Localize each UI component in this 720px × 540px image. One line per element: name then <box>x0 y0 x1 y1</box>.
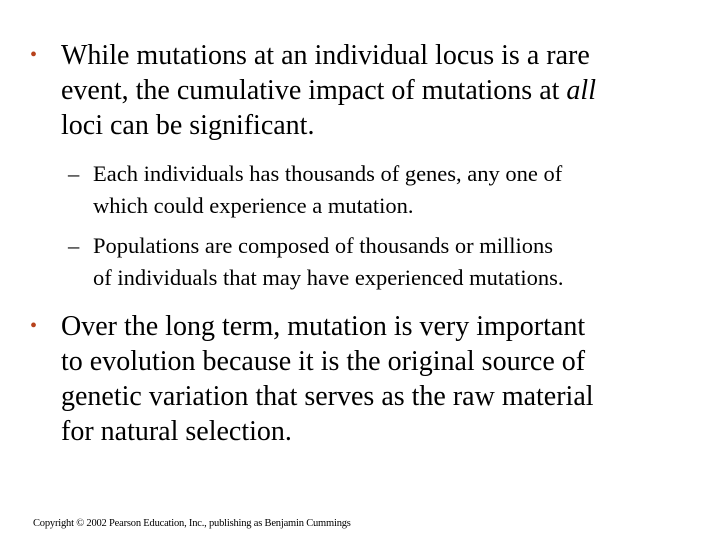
sub-text-1 <box>93 158 688 222</box>
sub2-line2: of individuals that may have experienced mutations. <box>93 265 564 290</box>
sub1-line2: which could experience a mutation. <box>93 193 414 218</box>
copyright-footer: Copyright © 2002 Pearson Education, Inc., publishing as Benjamin Cummings <box>33 518 351 529</box>
sub-item-1 <box>68 158 688 222</box>
bullet-dot-icon: • <box>30 44 38 66</box>
dash-icon: – <box>68 161 80 186</box>
bullet-dot-icon: • <box>30 315 38 337</box>
dash-icon: – <box>68 233 80 258</box>
bullet1-line1: While mutations at an individual locus is a rare <box>61 40 590 71</box>
bullet-text-2 <box>61 309 690 449</box>
bullet1-line2: event, the cumulative impact of mutations at <box>61 75 567 106</box>
sub-text-2 <box>93 230 688 294</box>
sub-item-2 <box>68 230 688 294</box>
bullet2-line4: for natural selection. <box>61 416 292 447</box>
bullet-item-1 <box>30 38 690 143</box>
bullet1-emphasis: all <box>566 75 596 106</box>
bullet2-line1: Over the long term, mutation is very important <box>61 311 586 342</box>
bullet-text-1 <box>61 38 690 143</box>
bullet2-line2: to evolution because it is the original source of <box>61 346 586 377</box>
sub2-line1: Populations are composed of thousands or millions <box>93 233 553 258</box>
bullet2-line3: genetic variation that serves as the raw material <box>61 381 594 412</box>
bullet-item-2 <box>30 309 690 449</box>
sub1-line1: Each individuals has thousands of genes, any one of <box>93 161 563 186</box>
bullet1-line3: loci can be significant. <box>61 110 315 141</box>
